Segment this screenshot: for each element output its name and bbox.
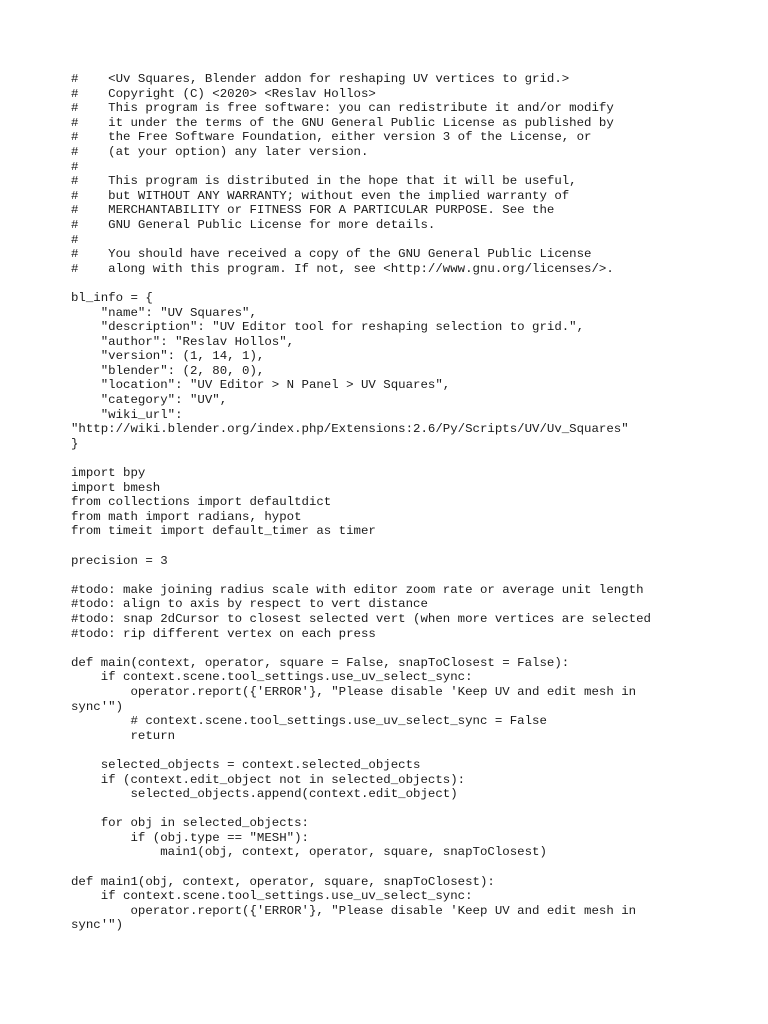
code-line: # This program is distributed in the hope that it will be useful, <box>71 174 577 189</box>
code-line: "description": "UV Editor tool for reshaping selection to grid.", <box>71 320 585 335</box>
code-line: "http://wiki.blender.org/index.php/Extensions:2.6/Py/Scripts/UV/Uv_Squares" <box>71 422 629 437</box>
code-line: precision = 3 <box>71 553 168 568</box>
code-line: "author": "Reslav Hollos", <box>71 334 295 349</box>
code-line <box>71 802 751 817</box>
code-line: #todo: snap 2dCursor to closest selected vert (when more vertices are selected <box>71 611 651 626</box>
code-line: operator.report({'ERROR'}, "Please disable 'Keep UV and edit mesh in <box>71 903 637 918</box>
code-line: # <box>71 232 79 247</box>
code-line: # Copyright (C) <2020> <Reslav Hollos> <box>71 86 376 101</box>
code-line: sync'") <box>71 918 124 933</box>
code-line: # but WITHOUT ANY WARRANTY; without even the implied warranty of <box>71 188 570 203</box>
code-line: # You should have received a copy of the GNU General Public License <box>71 247 592 262</box>
code-line: import bpy <box>71 466 146 481</box>
code-line: if (obj.type == "MESH"): <box>71 830 309 845</box>
code-line <box>71 860 751 875</box>
code-line: return <box>71 728 176 743</box>
code-line: from math import radians, hypot <box>71 509 302 524</box>
code-line: main1(obj, context, operator, square, snapToClosest) <box>71 845 547 860</box>
code-line: # (at your option) any later version. <box>71 144 369 159</box>
code-line <box>71 539 751 554</box>
code-line: if context.scene.tool_settings.use_uv_select_sync: <box>71 670 473 685</box>
code-line: # the Free Software Foundation, either version 3 of the License, or <box>71 130 592 145</box>
code-line: def main1(obj, context, operator, square, snapToClosest): <box>71 874 495 889</box>
code-line <box>71 568 751 583</box>
code-line <box>71 276 751 291</box>
code-line: # along with this program. If not, see <http://www.gnu.org/licenses/>. <box>71 261 614 276</box>
code-line: bl_info = { <box>71 290 153 305</box>
code-line: if (context.edit_object not in selected_objects): <box>71 772 466 787</box>
code-line: # This program is free software: you can redistribute it and/or modify <box>71 101 614 116</box>
code-line: if context.scene.tool_settings.use_uv_select_sync: <box>71 889 473 904</box>
code-line: selected_objects = context.selected_objects <box>71 757 421 772</box>
source-code-block <box>71 72 751 933</box>
code-line: "wiki_url": <box>71 407 183 422</box>
code-line: # MERCHANTABILITY or FITNESS FOR A PARTICULAR PURPOSE. See the <box>71 203 555 218</box>
code-line: } <box>71 436 79 451</box>
code-line: from timeit import default_timer as timer <box>71 524 376 539</box>
code-line: # <box>71 159 79 174</box>
code-line: "blender": (2, 80, 0), <box>71 363 265 378</box>
code-line: # context.scene.tool_settings.use_uv_select_sync = False <box>71 714 547 729</box>
code-line: "category": "UV", <box>71 393 228 408</box>
code-line <box>71 641 751 656</box>
code-line: "location": "UV Editor > N Panel > UV Squares", <box>71 378 451 393</box>
code-line: #todo: align to axis by respect to vert distance <box>71 597 428 612</box>
code-line <box>71 743 751 758</box>
code-line: #todo: make joining radius scale with editor zoom rate or average unit length <box>71 582 644 597</box>
code-line: "name": "UV Squares", <box>71 305 257 320</box>
code-line: for obj in selected_objects: <box>71 816 309 831</box>
code-line: selected_objects.append(context.edit_object) <box>71 787 458 802</box>
code-line: # <Uv Squares, Blender addon for reshaping UV vertices to grid.> <box>71 72 570 86</box>
code-line <box>71 451 751 466</box>
code-line: #todo: rip different vertex on each press <box>71 626 376 641</box>
code-line: import bmesh <box>71 480 161 495</box>
code-line: from collections import defaultdict <box>71 495 332 510</box>
code-line: # it under the terms of the GNU General Public License as published by <box>71 115 614 130</box>
code-line: sync'") <box>71 699 124 714</box>
code-line: operator.report({'ERROR'}, "Please disable 'Keep UV and edit mesh in <box>71 684 637 699</box>
code-line: # GNU General Public License for more details. <box>71 217 436 232</box>
code-line: "version": (1, 14, 1), <box>71 349 265 364</box>
code-line: def main(context, operator, square = False, snapToClosest = False): <box>71 655 570 670</box>
